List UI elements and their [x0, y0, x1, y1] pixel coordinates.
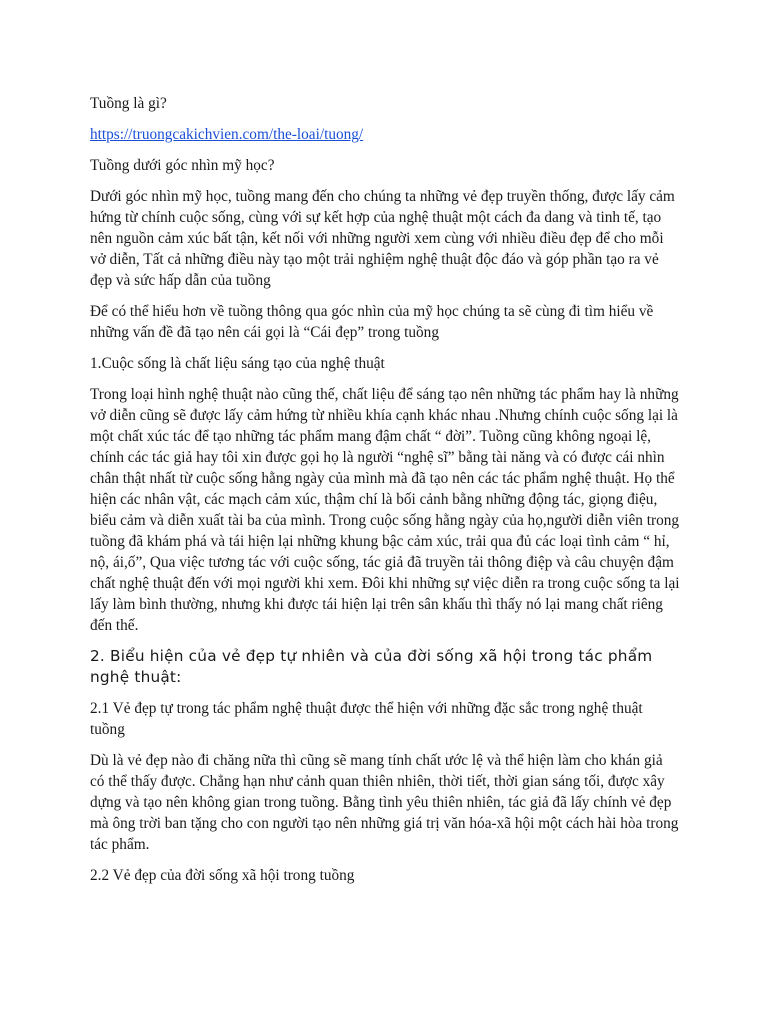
title-question: Tuồng là gì? [90, 95, 167, 112]
section2-2-heading: 2.2 Vẻ đẹp của đời sống xã hội trong tuồng [90, 867, 355, 884]
intro-paragraph: Dưới góc nhìn mỹ học, tuồng mang đến cho chúng ta những vẻ đẹp truyền thống, được lấy cảm hứng từ chính cuộc sống, cùng với sự kết hợp của nghệ thuật một cách đa dang và tinh tế, tạo nên nguồn cảm xúc bất tận, kết nối với những người xem cùng với nhiều điều đẹp để cho mỗi vở diễn, Tất cả những điều này tạo một trải nghiệm nghệ thuật độc đáo và góp phần tạo ra vẻ đẹp và sức hấp dẫn của tuồng [90, 188, 675, 289]
section2-heading: 2. Biểu hiện của vẻ đẹp tự nhiên và của đời sống xã hội trong tác phẩm nghệ thuật: [90, 647, 653, 686]
link-paragraph [90, 124, 680, 145]
section1-heading: 1.Cuộc sống là chất liệu sáng tạo của nghệ thuật [90, 355, 385, 372]
aesthetic-question: Tuồng dưới góc nhìn mỹ học? [90, 157, 275, 174]
section2-1-heading: 2.1 Vẻ đẹp tự trong tác phẩm nghệ thuật được thể hiện với những đặc sắc trong nghệ thuật tuồng [90, 700, 643, 738]
section1-paragraph: Trong loại hình nghệ thuật nào cũng thế, chất liệu để sáng tạo nên những tác phẩm hay là những vở diễn cũng sẽ được lấy cảm hứng từ nhiều khía cạnh khác nhau .Nhưng chính cuộc sống lại là một chất xúc tác để tạo những tác phẩm mang đậm chất “ đời”. Tuồng cũng không ngoại lệ, chính các tác giả hay tôi xin được gọi họ là người “nghệ sĩ” bằng tài năng và có được cái nhìn chân thật nhất từ cuộc sống hằng ngày của mình mà đã tạo nên các tác phẩm nghệ thuật. Họ thể hiện các nhân vật, các mạch cảm xúc, thậm chí là bối cảnh bằng những động tác, giọng điệu, biểu cảm và diễn xuất tài ba của mình. Trong cuộc sống hằng ngày của họ,người diễn viên trong tuồng đã khám phá và tái hiện lại những khung bậc cảm xúc, trải qua đủ các loại tình cảm “ hỉ, nộ, ái,ố”, Qua việc tương tác với cuộc sống, tác giả đã truyền tải thông điệp và câu chuyện đậm chất nghệ thuật đến với mọi người khi xem. Đôi khi những sự việc diễn ra trong cuộc sống ta lại lấy làm bình thường, nhưng khi được tái hiện lại trên sân khấu thì thấy nó lại mang chất riêng đến thế. [90, 386, 680, 634]
source-link[interactable]: https://truongcakichvien.com/the-loai/tuong/ [90, 126, 364, 143]
overview-paragraph: Để có thể hiểu hơn về tuồng thông qua góc nhìn của mỹ học chúng ta sẽ cùng đi tìm hiểu về những vấn đề đã tạo nên cái gọi là “Cái đẹp” trong tuồng [90, 303, 654, 341]
section2-1-paragraph: Dù là vẻ đẹp nào đi chăng nữa thì cũng sẽ mang tính chất ước lệ và thể hiện làm cho khán giả có thể thấy được. Chẳng hạn như cảnh quan thiên nhiên, thời tiết, thời gian sáng tối, được xây dựng và tạo nên không gian trong tuồng. Bằng tình yêu thiên nhiên, tác giả đã lấy chính vẻ đẹp mà ông trời ban tặng cho con người tạo nên những giá trị văn hóa-xã hội một cách hài hòa trong tác phẩm. [90, 752, 679, 853]
document-page [90, 93, 680, 896]
